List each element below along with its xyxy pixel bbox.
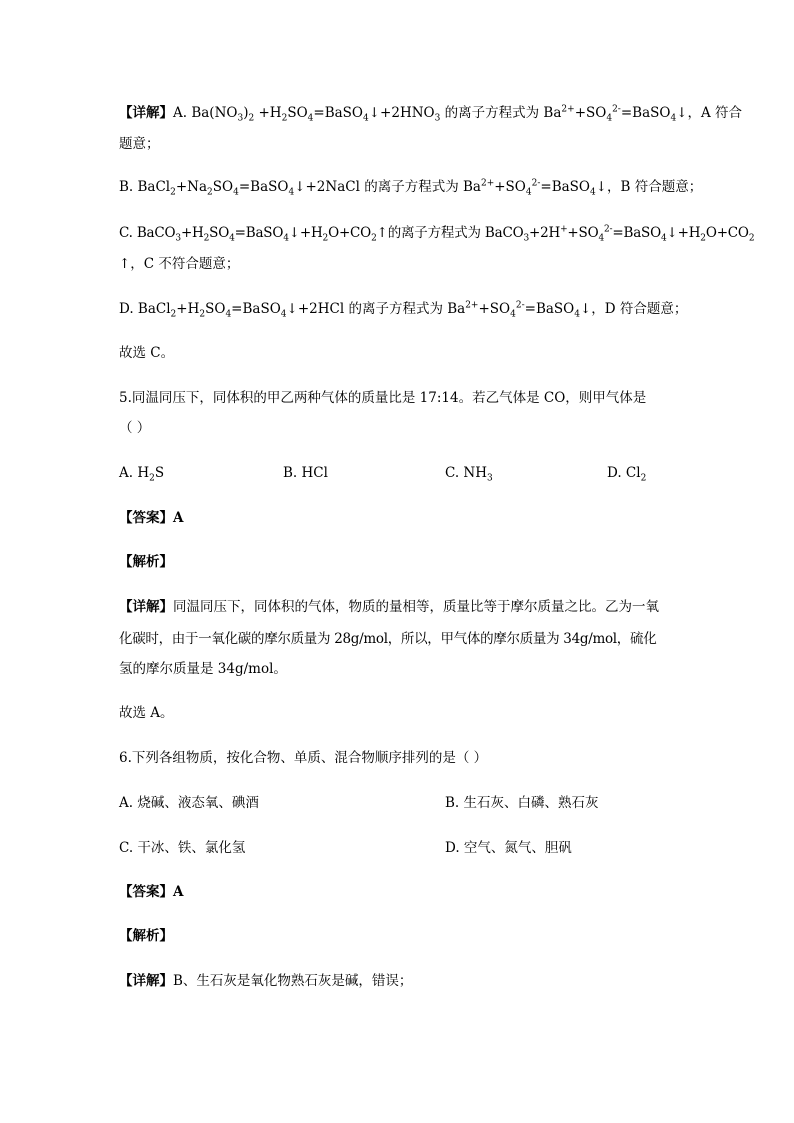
option-b: B. HCl (283, 465, 328, 481)
subscript: 2 (640, 473, 647, 484)
text: =BaSO (620, 105, 671, 121)
text: ↑的离子方程式为 BaCO (376, 225, 524, 241)
subscript: 2 (203, 233, 210, 244)
explanation-line: ↑，C 不符合题意； (119, 256, 240, 272)
text: =BaSO (524, 301, 575, 317)
explanation-line (119, 971, 412, 991)
detail-tag: 【详解】 (119, 599, 173, 615)
subscript: 2 (207, 187, 213, 198)
text: +Na (175, 179, 208, 195)
text: +SO (494, 179, 526, 195)
subscript: 3 (175, 233, 181, 244)
explanation-line (119, 223, 754, 243)
subscript: 2 (149, 473, 155, 484)
explanation-line (119, 103, 742, 123)
subscript: 4 (598, 233, 604, 244)
explanation-line: 化碳时，由于一氧化碳的摩尔质量为 28g/mol，所以，甲气体的摩尔质量为 34g/mol，硫化 (119, 631, 657, 647)
explanation-line (119, 177, 702, 197)
text: +SO (478, 301, 511, 317)
subscript: 4 (363, 113, 369, 124)
conclusion: 故选 C。 (119, 345, 175, 361)
text: ↓+H (288, 225, 323, 241)
subscript: 2 (322, 233, 329, 244)
conclusion: 故选 A。 (119, 705, 174, 721)
text: +SO (567, 225, 599, 241)
text: S (154, 465, 165, 481)
subscript: 2 (371, 233, 377, 244)
option-d: D. 空气、氮气、胆矾 (445, 840, 572, 856)
text: ↓+2HNO (368, 105, 435, 121)
text: C. NH (445, 465, 488, 481)
text: ↓，B 符合题意； (595, 179, 703, 195)
text: +2H (529, 225, 561, 241)
superscript: 2- (612, 104, 621, 115)
subscript: 2 (748, 233, 755, 244)
superscript: 2- (603, 224, 613, 235)
explanation-line (119, 597, 659, 617)
subscript: 4 (574, 309, 580, 320)
subscript: 4 (525, 187, 532, 198)
answer: 【答案】A (119, 510, 184, 526)
subscript: 4 (660, 233, 667, 244)
option-a: A. 烧碱、液态氧、碘酒 (119, 795, 259, 811)
subscript: 4 (510, 309, 516, 320)
text: SO (205, 301, 226, 317)
text: =BaSO (231, 301, 281, 317)
text: D. BaCl (119, 301, 171, 317)
detail-tag: 【详解】 (119, 105, 173, 121)
text: A. H (119, 465, 150, 481)
superscript: 2- (515, 300, 525, 311)
text: ↓，D 符合题意； (579, 301, 688, 317)
question-6-options-row2 (119, 838, 679, 858)
subscript: 3 (237, 113, 244, 124)
subscript: 4 (233, 187, 239, 198)
explanation-line (119, 299, 687, 319)
superscript: + (560, 224, 568, 235)
question-6-stem: 6.下列各组物质，按化合物、单质、混合物顺序排列的是（ ） (119, 750, 488, 766)
subscript: 3 (523, 233, 529, 244)
subscript: 2 (281, 113, 288, 124)
question-5-bracket: （ ） (119, 420, 151, 436)
option-b: B. 生石灰、白磷、熟石灰 (445, 795, 599, 811)
subscript: 4 (280, 309, 287, 320)
superscript: 2- (531, 178, 541, 189)
detail-tag: 【详解】 (119, 973, 173, 989)
text: ↓+H (666, 225, 701, 241)
text: ) (243, 105, 249, 121)
text: B、生石灰是氧化物熟石灰是碱，错误； (173, 973, 413, 989)
text: =BaSO (313, 105, 363, 121)
subscript: 2 (248, 113, 255, 124)
text: +H (254, 105, 282, 121)
text: B. BaCl (119, 179, 171, 195)
subscript: 4 (283, 233, 289, 244)
text: SO (287, 105, 308, 121)
text: =BaSO (234, 225, 284, 241)
text: +SO (574, 105, 607, 121)
subscript: 2 (170, 309, 177, 320)
subscript: 2 (170, 187, 176, 198)
subscript: 3 (434, 113, 441, 124)
superscript: 2+ (480, 178, 495, 189)
superscript: 2+ (561, 104, 575, 115)
option-c (445, 463, 493, 483)
text: ↓+2NaCl 的离子方程式为 Ba (294, 179, 481, 195)
question-6-options-row1 (119, 793, 679, 813)
text: =BaSO (540, 179, 591, 195)
subscript: 4 (606, 113, 613, 124)
subscript: 2 (700, 233, 706, 244)
text: SO (212, 179, 234, 195)
question-5-stem: 5.同温同压下，同体积的甲乙两种气体的质量比是 17:14。若乙气体是 CO，则甲气体是 (119, 390, 647, 406)
subscript: 4 (288, 187, 295, 198)
option-c: C. 干冰、铁、氯化氢 (119, 840, 246, 856)
superscript: 2+ (465, 300, 479, 311)
explanation-line: 氢的摩尔质量是 34g/mol。 (119, 661, 287, 677)
text: =BaSO (612, 225, 661, 241)
analysis-heading: 【解析】 (119, 554, 173, 570)
question-5-options (119, 463, 679, 483)
explanation-line: 题意； (119, 136, 160, 152)
subscript: 4 (225, 309, 232, 320)
text: +H (180, 225, 204, 241)
subscript: 3 (487, 473, 493, 484)
subscript: 4 (670, 113, 677, 124)
text: =BaSO (238, 179, 289, 195)
option-d (607, 463, 646, 483)
text: C. BaCO (119, 225, 176, 241)
analysis-heading: 【解析】 (119, 928, 173, 944)
text: O+CO (705, 225, 749, 241)
subscript: 4 (590, 187, 596, 198)
text: +H (176, 301, 200, 317)
text: ↓，A 符合 (676, 105, 743, 121)
text: 的离子方程式为 Ba (440, 105, 562, 121)
subscript: 4 (307, 113, 314, 124)
text: O+CO (328, 225, 372, 241)
text: D. Cl (607, 465, 641, 481)
text: A. Ba(NO (173, 105, 238, 121)
answer: 【答案】A (119, 884, 184, 900)
text: ↓+2HCl 的离子方程式为 Ba (286, 301, 466, 317)
subscript: 4 (229, 233, 235, 244)
option-a (119, 463, 164, 483)
text: SO (209, 225, 230, 241)
subscript: 2 (199, 309, 206, 320)
text: 同温同压下，同体积的气体，物质的量相等，质量比等于摩尔质量之比。乙为一氧 (173, 599, 659, 615)
